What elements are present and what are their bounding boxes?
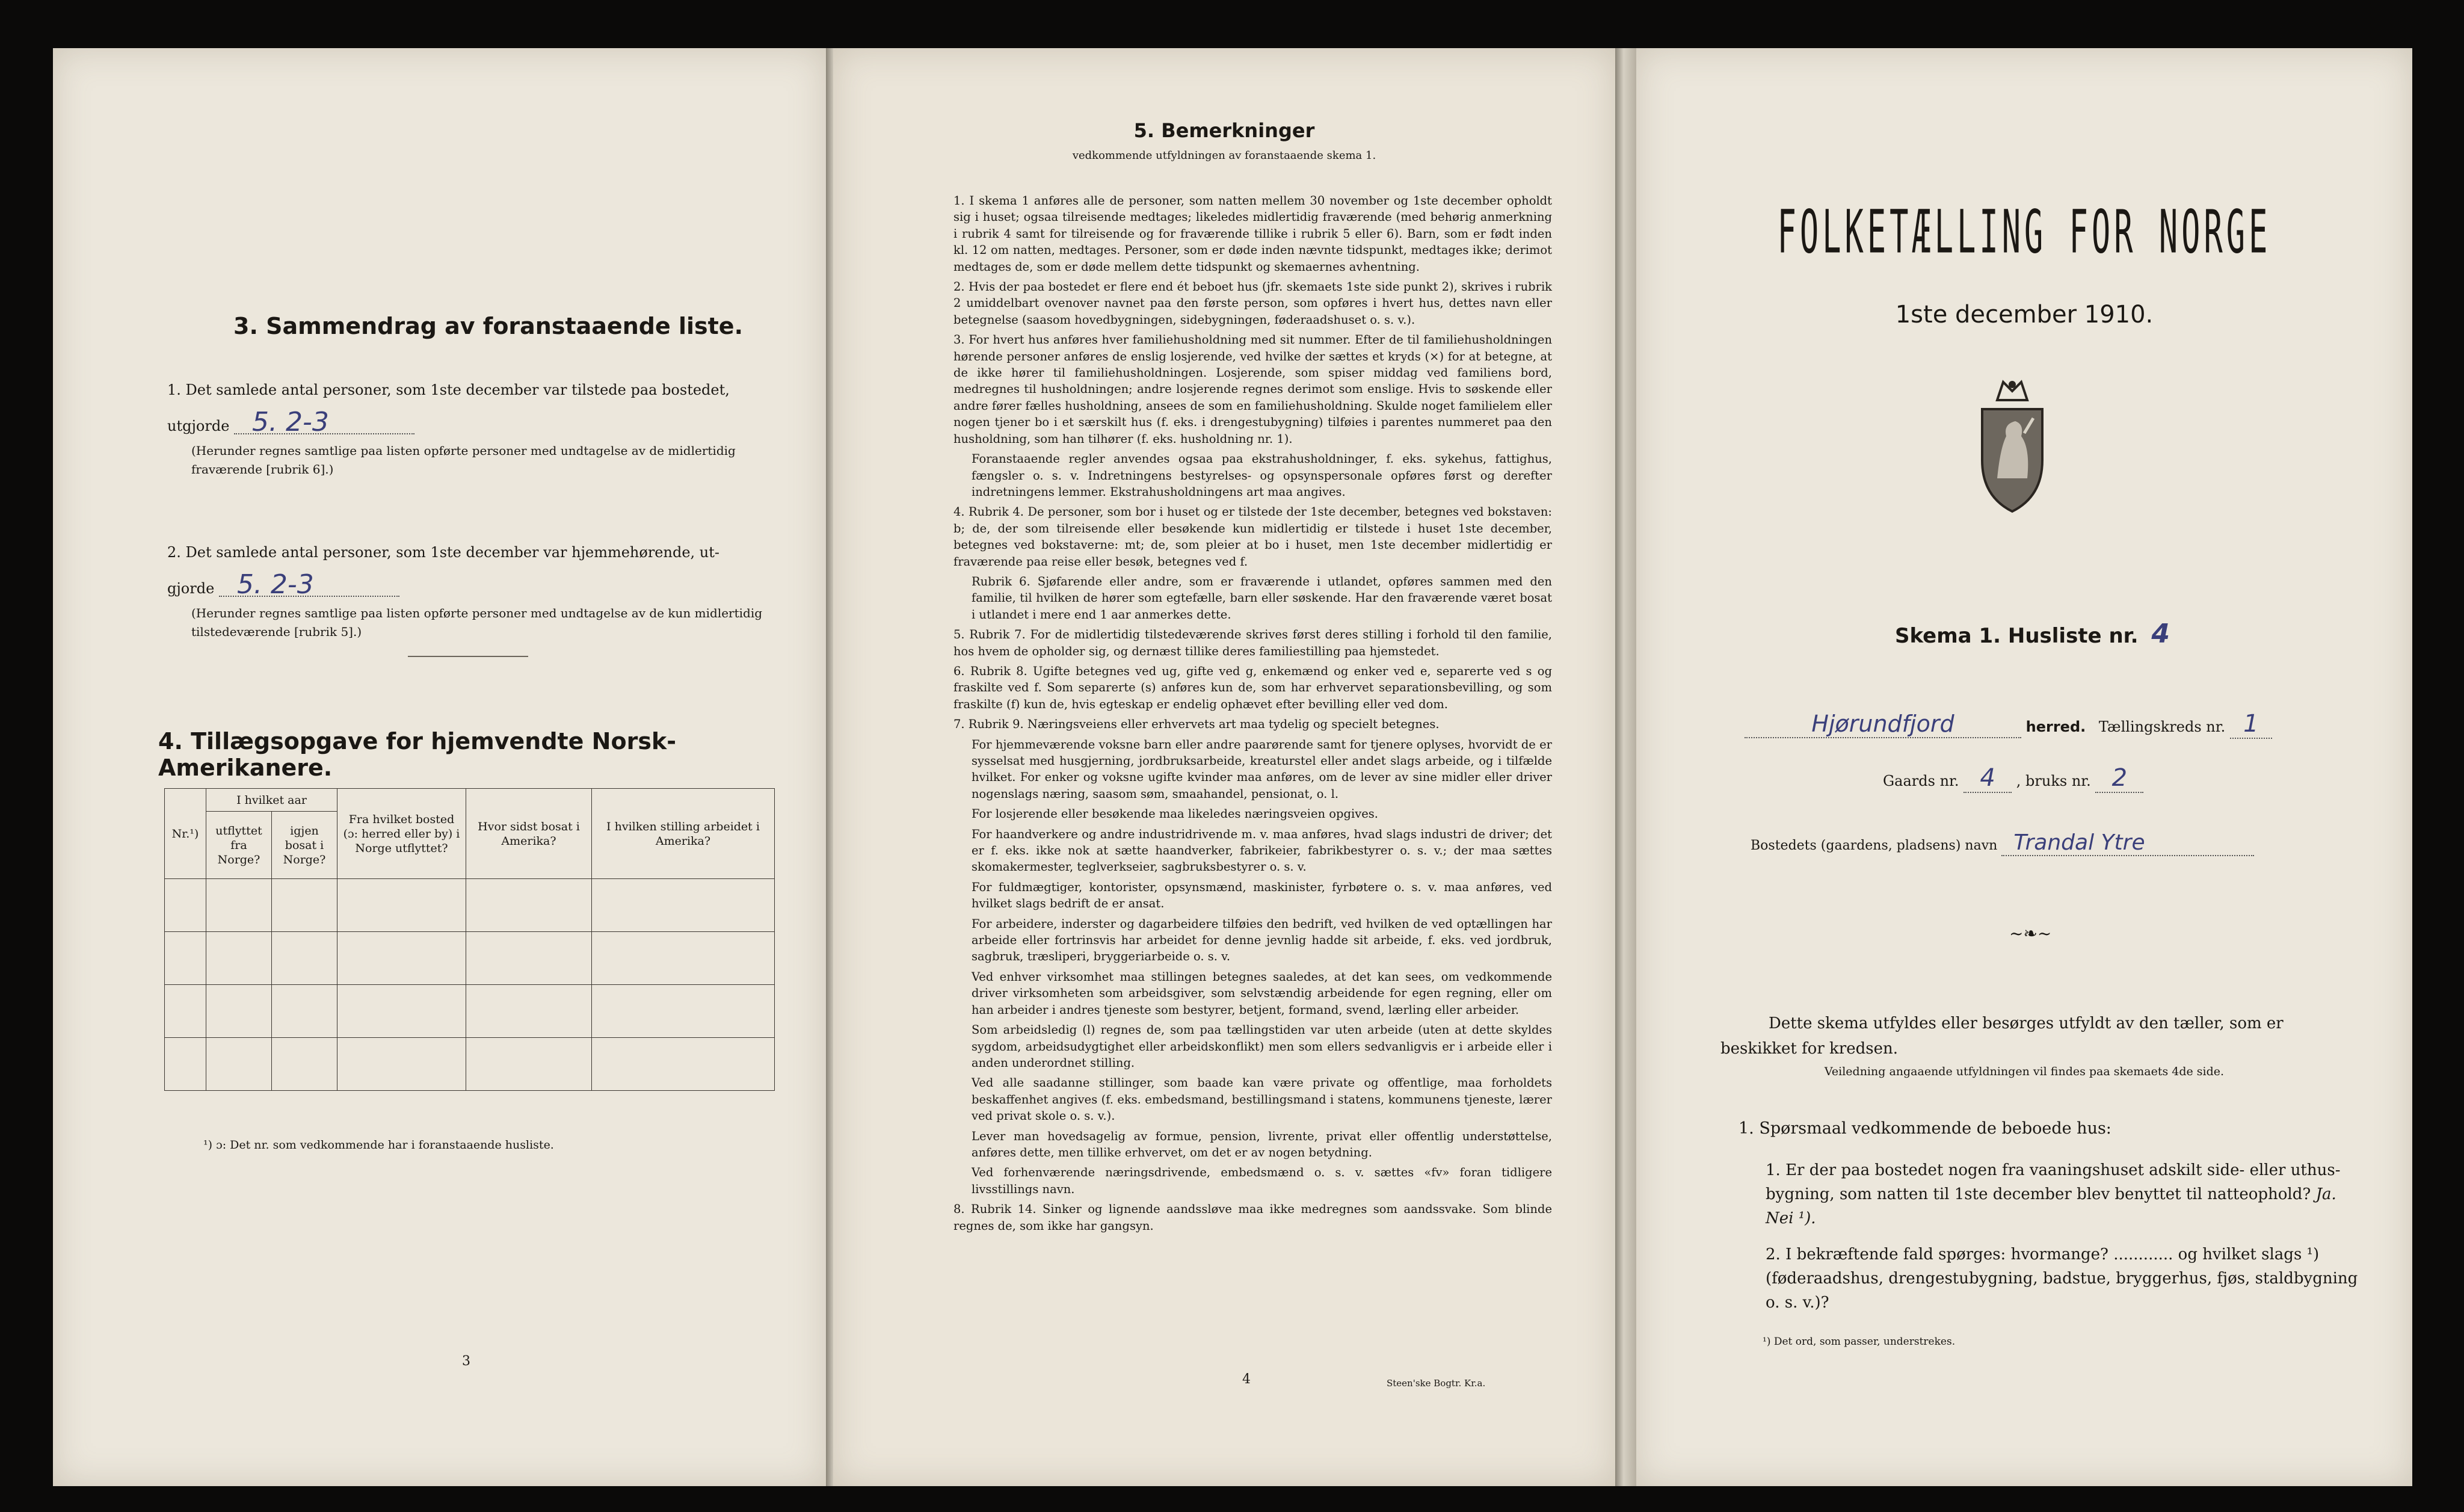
remark-7-e: For arbeidere, inderster og dagarbeidere tilføies den bedrift, ved hvilken de ved optællingen har arbeide eller fortrinsvis har arbeidet for denne jevnlig hadde sit arbeide, f. eks. ved jordbruk, sagbruk, træsliperi, bryggeriarbeide o. s. v.	[972, 916, 1552, 964]
question-2-text: 2. Det samlede antal personer, som 1ste december var hjemmehørende, ut-	[167, 544, 719, 561]
remark-7-h: Ved alle saadanne stillinger, som baade kan være private og offentlige, maa forholdets beskaffenhet angives (f. eks. embedsmand, bestillingsmand i statens, kommunens tjeneste, lærer ved privat skole o. s. v.).	[972, 1076, 1552, 1123]
section-4-title: 4. Tillægsopgave for hjemvendte Norsk-Amerikanere.	[158, 728, 676, 781]
house-question-1-answer: Ja. Nei ¹).	[1766, 1185, 2336, 1227]
question-2-label: gjorde	[167, 580, 215, 597]
husliste-nr: 4	[2151, 619, 2170, 649]
krets-value: 1	[2230, 710, 2272, 739]
krets-label: Tællingskreds nr.	[2098, 718, 2226, 735]
herred-value: Hjørundfjord	[1745, 711, 2021, 738]
herred-line	[1745, 710, 2370, 739]
col-nr: Nr.¹)	[165, 789, 206, 879]
remark-7-c: For haandverkere og andre industridrivende m. v. maa anføres, hvad slags industri de driver; det er f. eks. ikke nok at sætte haandverker, fabrikeier, fabrikbestyrer o. s. v.; der maa sættes skomakermester, teglverkseier, sagbruksbestyrer o. s. v.	[972, 827, 1552, 874]
remark-7-b: For losjerende eller besøkende maa likeledes næringsveien opgives.	[972, 807, 1378, 821]
house-question-2: 2. I bekræftende fald spørges: hvormange? ............ og hvilket slags ¹) (føderaadshus, drengestubygning, badstue, bryggerhus, fjøs, staldbygning o. s. v.)?	[1766, 1245, 2358, 1312]
col-amerika: Hvor sidst bosat i Amerika?	[466, 789, 592, 879]
norsk-amerikanere-table	[164, 788, 775, 1091]
census-date: 1ste december 1910.	[1895, 301, 2154, 329]
footnote: ¹) Det ord, som passer, understrekes.	[1763, 1336, 1956, 1348]
remark-4: 4. Rubrik 4. De personer, som bor i huset og er tilstede der 1ste december, betegnes ved bokstaven: b; de, der som tilreisende eller besøkende kun midlertidig er tilstede i huset 1ste december, betegnes ved bokstaverne: mt; de, som pleier at bo i huset, men 1ste december midlertidig er fraværende paa reise eller besøk, betegnes ved f.	[953, 505, 1552, 569]
remarks-title: 5. Bemerkninger	[1133, 119, 1315, 142]
remark-7-f: Ved enhver virksomhet maa stillingen betegnes saaledes, at det kan sees, om vedkommende driver virksomheten som arbeidsgiver, som selvstændig arbeidende for egen regning, eller om han arbeider i andres tjeneste som bestyrer, betjent, formand, svend, lærling eller arbeider.	[972, 969, 1552, 1017]
remark-7-j: Ved forhenværende næringsdrivende, embedsmænd o. s. v. sættes «fv» foran tidligere livsstillings navn.	[972, 1165, 1552, 1196]
main-title: FOLKETÆLLING FOR NORGE	[1777, 199, 2272, 267]
book-gutter	[1615, 48, 1636, 1486]
col-igjen: igjen bosat i Norge?	[272, 812, 337, 879]
printer-imprint: Steen'ske Bogtr. Kr.a.	[1387, 1378, 1486, 1389]
norwegian-lion-coat-of-arms-icon	[1973, 376, 2051, 517]
remark-1: 1. I skema 1 anføres alle de personer, som natten mellem 30 november og 1ste december opholdt sig i huset; ogsaa tilreisende medtages; likeledes midlertidig fraværende (med behørig anmerkning i rubrik 4 samt for tilreisende og for fraværende tillike i rubrik 5 eller 6). Barn, som er født inden kl. 12 om natten, medtages. Personer, som er døde inden nævnte tidspunkt, medtages ikke; derimot medtages de, som er døde mellem dette tidspunkt og skemaernes avhentning.	[953, 194, 1552, 274]
col-bosted: Fra hvilket bosted (ɔ: herred eller by) i Norge utflyttet?	[337, 789, 466, 879]
intro-note: Veiledning angaaende utfyldningen vil findes paa skemaets 4de side.	[1824, 1065, 2225, 1078]
remark-7-i: Lever man hovedsagelig av formue, pension, livrente, privat eller offentlig understøttelse, anføres dette, men tillike erhvervet, om det er av nogen betydning.	[972, 1129, 1552, 1159]
divider	[408, 656, 528, 657]
remark-4-rubrik6: Rubrik 6. Sjøfarende eller andre, som er fraværende i utlandet, opføres sammen med den familie, til hvilken de hører som egtefælle, barn eller søskende. Har den fraværende været bosat i utlandet i mere end 1 aar anmerkes dette.	[972, 574, 1552, 622]
page-4	[833, 48, 1615, 1486]
table-row	[165, 879, 775, 932]
table-row	[165, 932, 775, 985]
question-2	[167, 542, 781, 641]
page-3	[53, 48, 826, 1486]
remark-5: 5. Rubrik 7. For de midlertidig tilstedeværende skrives først deres stilling i forhold til den familie, hos hvem de opholder sig, og dernæst tillike deres familiestilling paa hjemstedet.	[953, 628, 1552, 658]
remark-7-a: For hjemmeværende voksne barn eller andre paarørende samt for tjenere oplyses, hvorvidt de er sysselsat med husgjerning, jordbruksarbeide, kreaturstel eller andet slags arbeide, og i tilfælde hvilket. For enker og voksne ugifte kvinder maa anføres, om de lever av sine midler eller driver nogenslags næring, saasom søm, smaahandel, pensionat, o. l.	[972, 737, 1552, 801]
table-row	[165, 1038, 775, 1091]
remarks-list	[953, 193, 1552, 1238]
remark-7: 7. Rubrik 9. Næringsveiens eller erhvervets art maa tydelig og specielt betegnes.	[953, 717, 1440, 732]
questions-heading: 1. Spørsmaal vedkommende de beboede hus:	[1739, 1119, 2111, 1138]
question-1	[167, 379, 781, 479]
ornament-icon: ~❧~	[2009, 924, 2052, 943]
page-number: 3	[462, 1354, 470, 1369]
bosted-label: Bostedets (gaardens, pladsens) navn	[1751, 838, 1998, 853]
question-1-note: (Herunder regnes samtlige paa listen opførte personer med undtagelse av de midlertidig fraværende [rubrik 6].)	[191, 443, 736, 477]
schema-label-text: Skema 1. Husliste nr.	[1895, 624, 2139, 648]
col-stilling: I hvilken stilling arbeidet i Amerika?	[592, 789, 775, 879]
bosted-value: Trandal Ytre	[2001, 830, 2254, 856]
main-title-wrap	[1636, 199, 2412, 267]
remark-3-extra: Foranstaaende regler anvendes ogsaa paa ekstrahusholdninger, f. eks. sykehus, fattighus, fængsler o. s. v. Indretningens bestyrelses- og opsynspersonale opføres først og derefter indretningens lemmer. Ekstrahusholdningens art maa angives.	[972, 452, 1552, 499]
col-utflyttet: utflyttet fra Norge?	[206, 812, 272, 879]
gaards-label: Gaards nr.	[1883, 773, 1959, 789]
col-aar: I hvilket aar	[206, 789, 337, 812]
question-1-label: utgjorde	[167, 418, 230, 434]
footnote: ¹) ɔ: Det nr. som vedkommende har i foranstaaende husliste.	[203, 1138, 554, 1152]
question-2-value: 5. 2-3	[219, 574, 399, 597]
bruks-value: 2	[2095, 764, 2143, 793]
page-1	[1636, 48, 2412, 1486]
schema-label	[1895, 619, 2170, 649]
remark-7-d: For fuldmægtiger, kontorister, opsynsmænd, maskinister, fyrbøtere o. s. v. maa anføres, ved hvilket slags bedrift de er ansat.	[972, 880, 1552, 911]
remark-7-g: Som arbeidsledig (l) regnes de, som paa tællingstiden var uten arbeide (uten at dette skyldes sygdom, arbeidsudygtighet eller arbeidskonflikt) men som ellers sedvanligvis er i arbeide eller i anden underordnet stilling.	[972, 1023, 1552, 1070]
remark-3: 3. For hvert hus anføres hver familiehusholdning med sit nummer. Efter de til familiehusholdningen hørende personer anføres de enslig losjerende, ved hvilke der sættes et kryds (×) for at betegne, at de ikke hører til familiehusholdningen. Losjerende, som spiser middag ved familiens bord, medregnes til husholdningen; andre losjerende regnes derimot som enslige. Hvis to søskende eller andre fører fælles husholdning, ansees de som en familiehusholdning. Skulde noget familielem eller nogen tjener bo i et særskilt hus (f. eks. i drengestubygning) tilføies i parentes nummeret paa den husholdning, som han tilhører (f. eks. husholdning nr. 1).	[953, 333, 1552, 446]
page-number: 4	[1242, 1372, 1251, 1387]
section-3-title: 3. Sammendrag av foranstaaende liste.	[233, 313, 744, 339]
table-row	[165, 985, 775, 1038]
question-1-text: 1. Det samlede antal personer, som 1ste december var tilstede paa bostedet,	[167, 381, 730, 398]
intro-text: Dette skema utfyldes eller besørges utfyldt av den tæller, som er beskikket for kredsen.	[1720, 1014, 2284, 1058]
gaards-value: 4	[1964, 764, 2012, 793]
house-question-1-text: 1. Er der paa bostedet nogen fra vaaningshuset adskilt side- eller uthus-bygning, som natten til 1ste december blev benyttet til natteophold?	[1766, 1161, 2341, 1203]
bosted-line	[1751, 830, 2254, 856]
remarks-subtitle: vedkommende utfyldningen av foranstaaende skema 1.	[1072, 149, 1376, 162]
remark-2: 2. Hvis der paa bostedet er flere end ét beboet hus (jfr. skemaets 1ste side punkt 2), skrives i rubrik 2 umiddelbart ovenover navnet paa den første person, som opføres i hvert hus, dettes navn eller betegnelse (saasom hovedbygningen, sidebygningen, føderaadshuset o. s. v.).	[953, 280, 1552, 327]
question-1-value: 5. 2-3	[234, 412, 414, 434]
bruks-label: , bruks nr.	[2016, 773, 2091, 789]
house-question-1	[1766, 1158, 2367, 1230]
remark-8: 8. Rubrik 14. Sinker og lignende aandssløve maa ikke medregnes som aandssvake. Som blinde regnes de, som ikke har gangsyn.	[953, 1202, 1552, 1233]
remark-6: 6. Rubrik 8. Ugifte betegnes ved ug, gifte ved g, enkemænd og enker ved e, separerte ved s og fraskilte ved f. Som separerte (s) anføres kun de, som har erhvervet separationsbevilling, og som fraskilte (f) kun de, hvis egteskap er endelig ophævet efter bevilling eller ved dom.	[953, 664, 1552, 711]
herred-label: herred.	[2025, 718, 2086, 735]
gaards-line	[1883, 764, 2143, 793]
question-2-note: (Herunder regnes samtlige paa listen opførte personer med undtagelse av de kun midlertidig tilstedeværende [rubrik 5].)	[191, 606, 763, 639]
